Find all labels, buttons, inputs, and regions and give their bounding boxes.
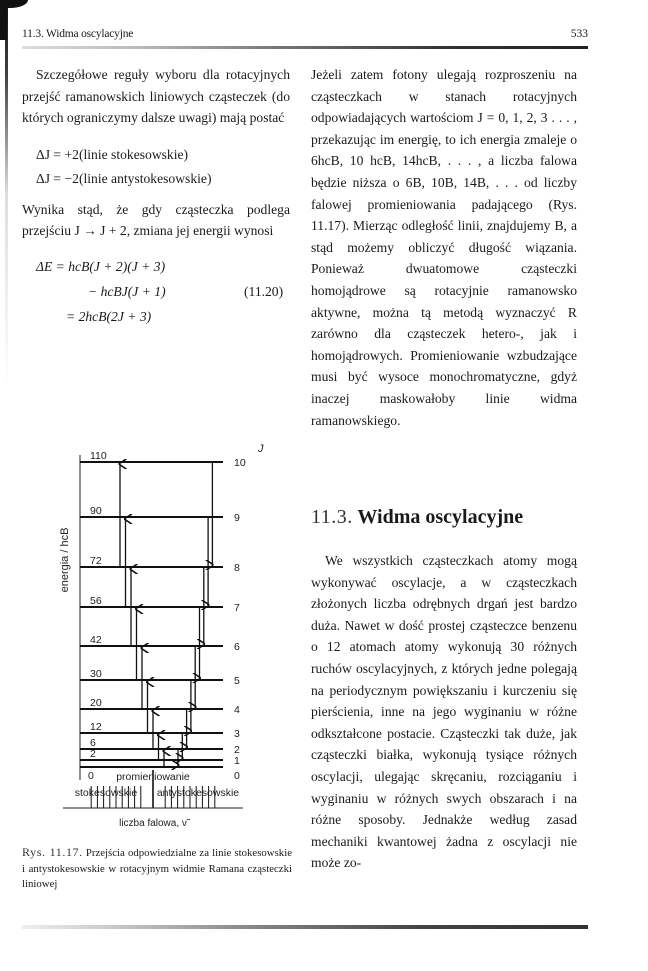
j-value: 9 bbox=[234, 512, 240, 524]
equation-11-20 bbox=[36, 254, 290, 329]
rule-antistokes: ΔJ = −2(linie antystokesowskie) bbox=[36, 170, 212, 186]
paragraph: Jeżeli zatem fotony ulegają rozproszeniu na cząsteczkach w stanach rotacyjnych odpowiadających wartościom J = 0, 1, 2, 3 . . . , przekazując im energię, to ich energia zmaleje o 6hcB, 10 hcB, 14hcB, . . . , a liczba falowa będzie niższa o 6B, 10B, 14B, . . . od liczby falowej promieniowania padającego (Rys. 11.17). Mierząc odległość linii, znajdujemy B, a stąd możemy obliczyć długość wiązania. Ponieważ dwuatomowe cząsteczki homojądrowe są rotacyjnie ramanowsko aktywne, można tą metodą wyznaczyć R zarówno dla cząsteczek hetero-, jak i homojądrowych. Promieniowanie wzbudzające musi być wysoce monochromatyczne, gdyż inaczej maskowałoby linie widma ramanowskiego. bbox=[311, 67, 577, 428]
section-heading bbox=[311, 506, 523, 529]
energy-value: 30 bbox=[90, 668, 102, 680]
left-column bbox=[22, 64, 290, 337]
rule-stokes: ΔJ = +2(linie stokesowskie) bbox=[36, 146, 189, 162]
figure-caption bbox=[22, 845, 292, 893]
energy-value: 42 bbox=[90, 634, 102, 646]
energy-value: 72 bbox=[90, 555, 102, 567]
energy-value: 2 bbox=[90, 748, 96, 760]
energy-value: 20 bbox=[90, 697, 102, 709]
j-value: 10 bbox=[234, 457, 246, 469]
running-title: 11.3. Widma oscylacyjne bbox=[22, 28, 134, 40]
svg-text:J: J bbox=[258, 443, 264, 455]
caption-text: Przejścia odpowiedzialne za linie stokesowskie i antystokesowskie w rotacyjnym widmie Ramana cząsteczki liniowej bbox=[22, 847, 292, 890]
j-value: 4 bbox=[234, 704, 240, 716]
j-value: 7 bbox=[234, 602, 240, 614]
equation-line: ΔE = hcB(J + 2)(J + 3) bbox=[36, 258, 166, 274]
j-value: 1 bbox=[234, 755, 240, 767]
svg-text:liczba falowa, ν̃: liczba falowa, ν̃ bbox=[119, 818, 187, 829]
svg-text:promieniowanie: promieniowanie bbox=[116, 771, 190, 783]
header-rule bbox=[22, 46, 588, 49]
footer-rule bbox=[22, 925, 588, 929]
j-value: 0 bbox=[234, 770, 240, 782]
energy-value: 0 bbox=[88, 770, 94, 782]
equation-line: − hcBJ(J + 1) (11.20) bbox=[36, 279, 290, 304]
equation-line: = 2hcB(2J + 3) bbox=[66, 308, 152, 324]
scan-corner-mark bbox=[0, 0, 22, 40]
energy-value: 90 bbox=[90, 505, 102, 517]
y-axis-label: energia / hcB bbox=[59, 527, 71, 593]
page-number: 533 bbox=[570, 28, 588, 40]
section-number: 11.3. bbox=[311, 506, 353, 528]
equation-number: (11.20) bbox=[244, 283, 284, 299]
paragraph: Szczegółowe reguły wyboru dla rotacyjnych przejść ramanowskich liniowych cząsteczek (do których ograniczymy dalsze uwagi) mają postać bbox=[22, 67, 290, 126]
j-value: 3 bbox=[234, 728, 240, 740]
j-value: 6 bbox=[234, 641, 240, 653]
selection-rules bbox=[36, 143, 290, 191]
scan-edge-shadow bbox=[5, 0, 8, 971]
running-header bbox=[22, 28, 588, 42]
energy-value: 6 bbox=[90, 737, 96, 749]
j-value: 2 bbox=[234, 744, 240, 756]
j-value: 5 bbox=[234, 675, 240, 687]
energy-value: 110 bbox=[90, 450, 107, 462]
j-value: 8 bbox=[234, 562, 240, 574]
right-column-section bbox=[311, 550, 577, 874]
energy-value: 56 bbox=[90, 595, 102, 607]
svg-text:stokesowskie: stokesowskie bbox=[74, 787, 138, 799]
energy-value: 12 bbox=[90, 721, 102, 733]
figure-label: Rys. 11.17. bbox=[22, 845, 83, 859]
section-title: Widma oscylacyjne bbox=[357, 506, 524, 528]
diagram-svg bbox=[28, 440, 290, 833]
right-column bbox=[311, 64, 577, 431]
svg-text:antystokesowskie: antystokesowskie bbox=[156, 787, 240, 799]
paragraph: Wynika stąd, że gdy cząsteczka podlega przejściu J → J + 2, zmiana jej energii wynosi bbox=[22, 201, 290, 239]
paragraph: We wszystkich cząsteczkach atomy mogą wykonywać oscylacje, a w cząsteczkach złożonych liczba odrębnych drgań jest bardzo duża. Nawet w dość prostej cząsteczce benzenu o 12 atomach atomy wykonują 30 różnych ruchów oscylacyjnych, z których jedne polegają na periodycznym powiększaniu i kurczeniu się pierścienia, inne na jego wyginaniu w różne odkształcone postacie. Cząsteczki tak duże, jak cząsteczki białka, wykonują tysiące różnych oscylacji, ulegając skręcaniu, rozciąganiu i wyginaniu w różnych swych obszarach i na różne sposoby. Jednakże według zasad mechaniki kwantowej żadna z oscylacji nie może zo- bbox=[311, 553, 577, 871]
energy-level-diagram bbox=[28, 440, 290, 833]
